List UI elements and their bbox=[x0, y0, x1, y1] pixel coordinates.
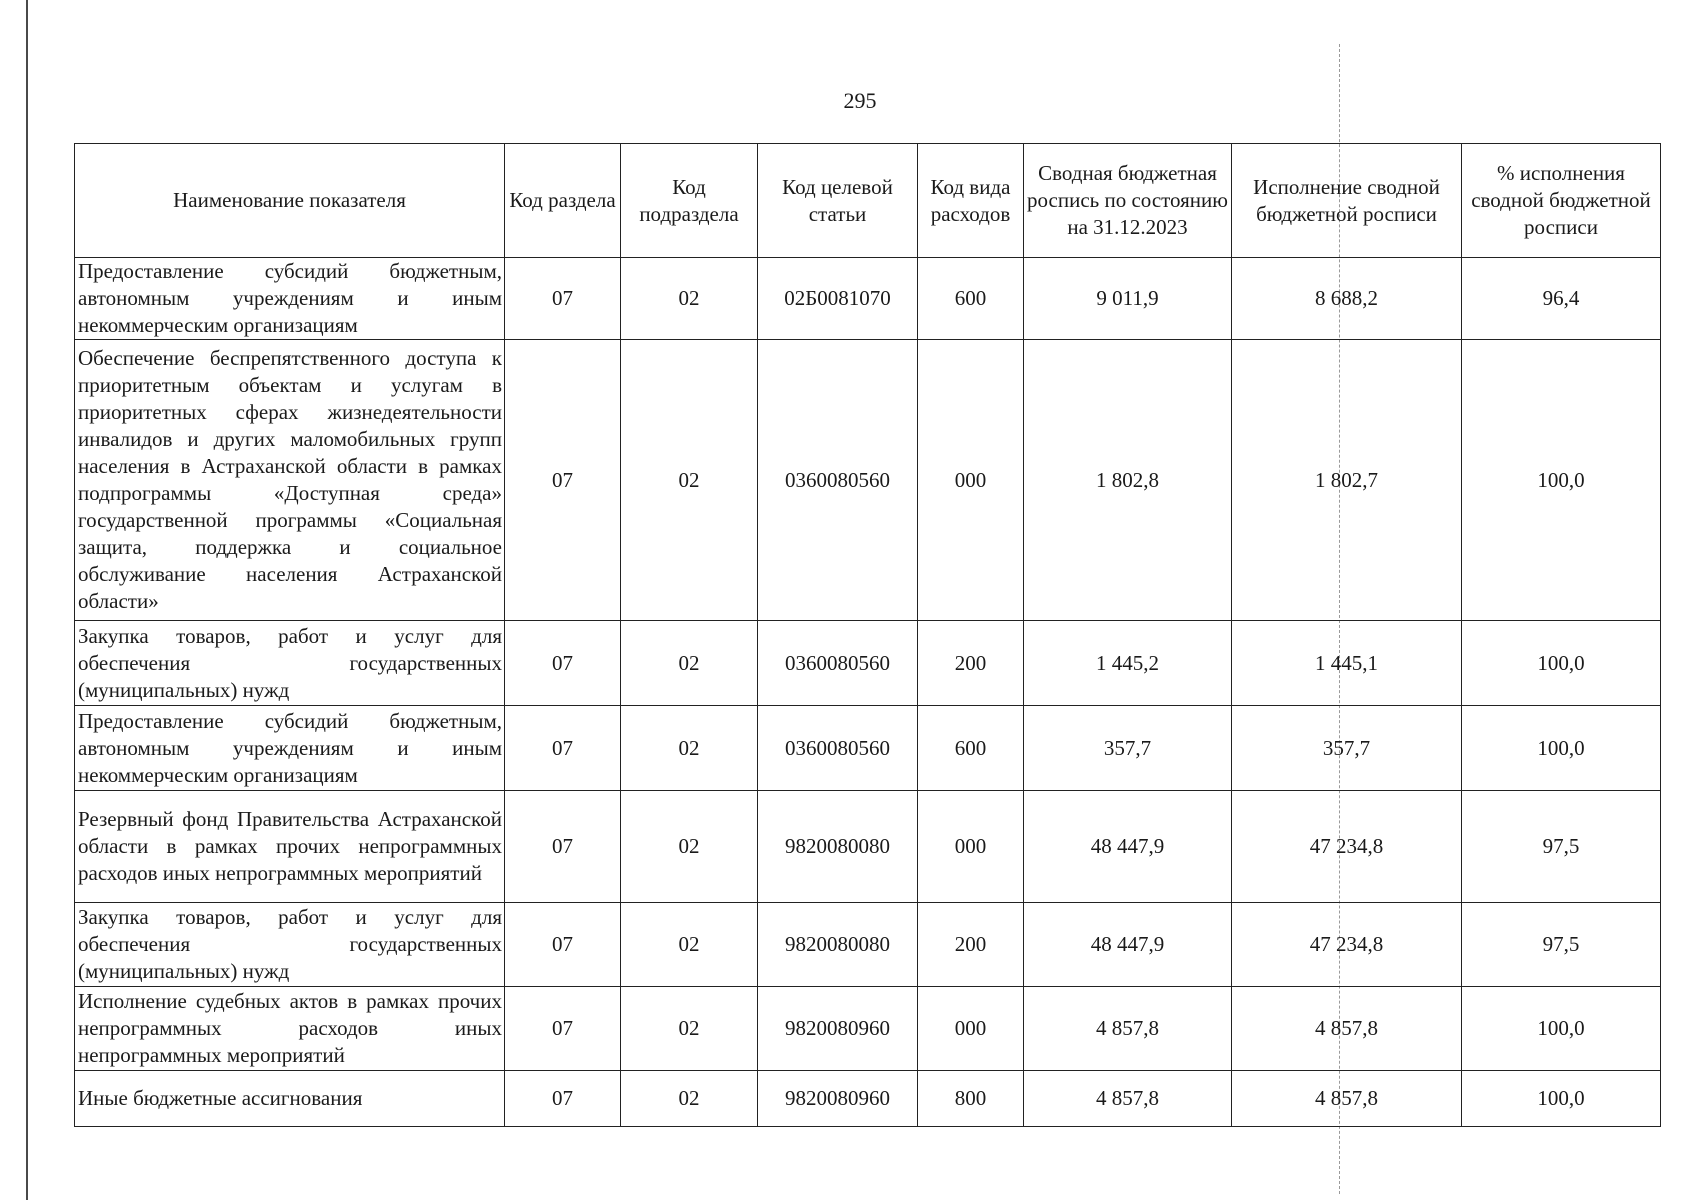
row-name: Обеспечение беспрепятственного доступа к приоритетным объектам и услугам в приоритетных сферах жизнедеятельности инвалидов и других маломобильных групп населения в Астраханской области в рамках подпрограммы «Доступная среда» государственной программы «Социальная защита, поддержка и социальное обслуживание населения Астраханской области» bbox=[75, 340, 505, 621]
row-plan: 1 802,8 bbox=[1024, 340, 1232, 621]
row-percent: 100,0 bbox=[1462, 1071, 1661, 1127]
row-subsection: 02 bbox=[621, 903, 758, 987]
row-expense-kind: 200 bbox=[918, 621, 1024, 706]
budget-execution-table bbox=[74, 143, 1661, 1127]
row-name: Предоставление субсидий бюджетным, автономным учреждениям и иным некоммерческим организациям bbox=[75, 706, 505, 791]
row-target: 0360080560 bbox=[758, 340, 918, 621]
row-target: 02Б0081070 bbox=[758, 258, 918, 340]
row-plan: 48 447,9 bbox=[1024, 903, 1232, 987]
row-name: Закупка товаров, работ и услуг для обеспечения государственных (муниципальных) нужд bbox=[75, 903, 505, 987]
header-expense-kind: Код вида расходов bbox=[918, 144, 1024, 258]
row-execution: 8 688,2 bbox=[1232, 258, 1462, 340]
row-section: 07 bbox=[505, 987, 621, 1071]
row-subsection: 02 bbox=[621, 1071, 758, 1127]
table-body bbox=[75, 258, 1661, 1127]
page-number: 295 bbox=[843, 88, 877, 113]
row-expense-kind: 000 bbox=[918, 340, 1024, 621]
row-expense-kind: 800 bbox=[918, 1071, 1024, 1127]
row-percent: 100,0 bbox=[1462, 621, 1661, 706]
row-target: 9820080080 bbox=[758, 791, 918, 903]
row-execution: 4 857,8 bbox=[1232, 987, 1462, 1071]
table-row bbox=[75, 1071, 1661, 1127]
row-expense-kind: 200 bbox=[918, 903, 1024, 987]
row-subsection: 02 bbox=[621, 258, 758, 340]
row-subsection: 02 bbox=[621, 340, 758, 621]
table-row bbox=[75, 987, 1661, 1071]
row-section: 07 bbox=[505, 903, 621, 987]
row-subsection: 02 bbox=[621, 621, 758, 706]
row-section: 07 bbox=[505, 340, 621, 621]
row-execution: 1 802,7 bbox=[1232, 340, 1462, 621]
row-subsection: 02 bbox=[621, 791, 758, 903]
row-expense-kind: 600 bbox=[918, 706, 1024, 791]
row-name: Иные бюджетные ассигнования bbox=[75, 1071, 505, 1127]
row-target: 9820080960 bbox=[758, 987, 918, 1071]
row-percent: 100,0 bbox=[1462, 340, 1661, 621]
row-execution: 4 857,8 bbox=[1232, 1071, 1462, 1127]
row-section: 07 bbox=[505, 258, 621, 340]
row-percent: 100,0 bbox=[1462, 987, 1661, 1071]
header-percent: % исполнения сводной бюджетной росписи bbox=[1462, 144, 1661, 258]
row-section: 07 bbox=[505, 706, 621, 791]
row-plan: 4 857,8 bbox=[1024, 987, 1232, 1071]
row-plan: 357,7 bbox=[1024, 706, 1232, 791]
row-execution: 1 445,1 bbox=[1232, 621, 1462, 706]
binding-margin-line bbox=[26, 0, 28, 1200]
header-execution: Исполнение сводной бюджетной росписи bbox=[1232, 144, 1462, 258]
row-execution: 47 234,8 bbox=[1232, 791, 1462, 903]
row-plan: 48 447,9 bbox=[1024, 791, 1232, 903]
row-expense-kind: 600 bbox=[918, 258, 1024, 340]
row-percent: 100,0 bbox=[1462, 706, 1661, 791]
header-name: Наименование показателя bbox=[75, 144, 505, 258]
table-row bbox=[75, 340, 1661, 621]
header-row bbox=[75, 144, 1661, 258]
table-header bbox=[75, 144, 1661, 258]
header-plan: Сводная бюджетная роспись по состоянию на 31.12.2023 bbox=[1024, 144, 1232, 258]
table-row bbox=[75, 706, 1661, 791]
row-name: Предоставление субсидий бюджетным, автономным учреждениям и иным некоммерческим организациям bbox=[75, 258, 505, 340]
row-name: Исполнение судебных актов в рамках прочих непрограммных расходов иных непрограммных мероприятий bbox=[75, 987, 505, 1071]
row-name: Закупка товаров, работ и услуг для обеспечения государственных (муниципальных) нужд bbox=[75, 621, 505, 706]
row-execution: 47 234,8 bbox=[1232, 903, 1462, 987]
row-section: 07 bbox=[505, 1071, 621, 1127]
row-expense-kind: 000 bbox=[918, 791, 1024, 903]
row-plan: 9 011,9 bbox=[1024, 258, 1232, 340]
header-subsection: Код подраздела bbox=[621, 144, 758, 258]
row-section: 07 bbox=[505, 621, 621, 706]
row-plan: 1 445,2 bbox=[1024, 621, 1232, 706]
row-target: 0360080560 bbox=[758, 621, 918, 706]
row-execution: 357,7 bbox=[1232, 706, 1462, 791]
row-target: 0360080560 bbox=[758, 706, 918, 791]
row-target: 9820080960 bbox=[758, 1071, 918, 1127]
table-row bbox=[75, 621, 1661, 706]
row-subsection: 02 bbox=[621, 706, 758, 791]
row-percent: 97,5 bbox=[1462, 903, 1661, 987]
row-percent: 97,5 bbox=[1462, 791, 1661, 903]
header-section: Код раздела bbox=[505, 144, 621, 258]
row-section: 07 bbox=[505, 791, 621, 903]
row-subsection: 02 bbox=[621, 987, 758, 1071]
header-target: Код целевой статьи bbox=[758, 144, 918, 258]
row-percent: 96,4 bbox=[1462, 258, 1661, 340]
row-plan: 4 857,8 bbox=[1024, 1071, 1232, 1127]
table-row bbox=[75, 903, 1661, 987]
row-target: 9820080080 bbox=[758, 903, 918, 987]
row-name: Резервный фонд Правительства Астраханской области в рамках прочих непрограммных расходов иных непрограммных мероприятий bbox=[75, 791, 505, 903]
row-expense-kind: 000 bbox=[918, 987, 1024, 1071]
table-row bbox=[75, 258, 1661, 340]
table-row bbox=[75, 791, 1661, 903]
